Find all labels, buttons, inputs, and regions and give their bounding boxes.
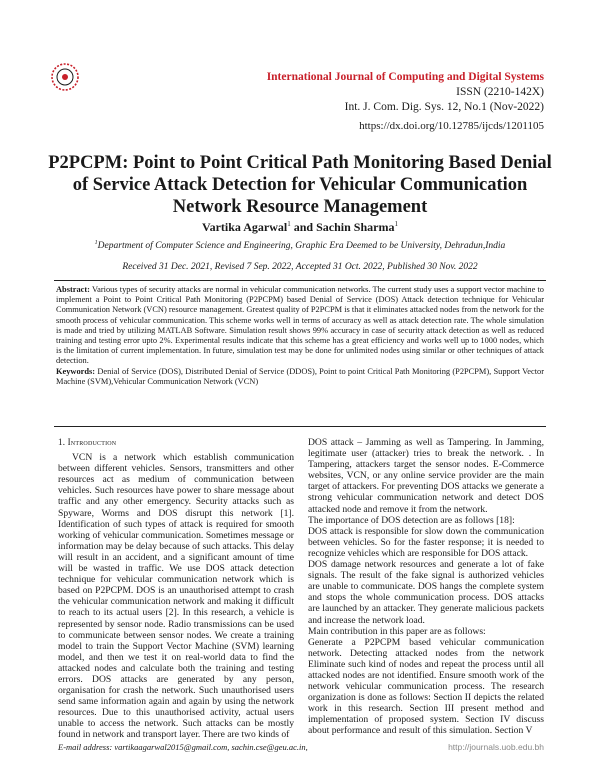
section-heading [58, 437, 294, 448]
abstract-bottom-rule [54, 426, 546, 427]
journal-header [267, 70, 544, 115]
journal-issn: ISSN (2210-142X) [456, 86, 544, 98]
keywords-label: Keywords: [56, 366, 96, 376]
affiliation [0, 240, 600, 251]
intro-paragraph-cont: DOS attack – Jamming as well as Tampering. In Jamming, legitimate user (attacker) tries to break the network. . In Tampering, attackers target the sensor nodes. E-Commerce websites, VCN, or any online service provider are the main target of attackers. For preventing DOS attacks we generate a strong vehicular communication network and detect DOS attacked node and remove it from the network. [308, 437, 544, 515]
author-1: Vartika Agarwal [202, 220, 288, 234]
author-2-affil-mark: 1 [394, 220, 398, 228]
contribution-intro: Main contribution in this paper are as follows: [308, 625, 486, 637]
abstract-top-rule [54, 280, 546, 281]
intro-paragraph: VCN is a network which establish communication between different vehicles. Sensors, transmitters and other resources act as medium of communication between vehicles. Such resources have power to share message about traffic and any other emergency. Security attacks such as Spyware, Worms and DOS disrupt this network [1]. Identification of such types of attack is required for smooth working of vehicular communication. Sometimes message or information may be delay because of such attacks. This delay will result in an accident, and a significant amount of time will be wasted in traffic. We use DOS attack detection technique for vehicular communication network which is based on P2PCPM. DOS is an unauthorised attempt to crash the vehicular communication network and making it difficult to reach to its actual users [2]. In this research, a vehicle is represented by sensor node. Radio transmissions can be used to communicate between sensor nodes. We create a training model to train the Support Vector Machine (SVM) learning model, and then we test it on real-world data to find the attacked nodes and calculate both the training and testing errors. DOS attacks are generated by any person, organisation for crash the network. Such unauthorised users send same information again and again by using the network resources. Due to this unauthorised activity, actual users unable to access the network. Such attacks can be mostly found in network and transport layer. There are two kinds of [58, 452, 294, 741]
importance-point-1: DOS attack is responsible for slow down the communication between vehicles. So for the faster response; it is needed to recognize vehicles which are responsible for DOS attack. [308, 525, 544, 559]
paper-title: P2PCPM: Point to Point Critical Path Monitoring Based Denial of Service Attack Detection for Vehicular Communication Network Resource Management [48, 153, 552, 217]
abstract-label: Abstract: [56, 285, 90, 294]
contribution-text: Generate a P2PCPM based vehicular communication network. Detecting attacked nodes from the network Eliminate such kind of nodes and repeat the process until all attacked nodes are not identified. Ensure smooth work of the network vehicular communication process. The research organization is done as follows: Section II depicts the related work in this research. Section III present method and implementation of proposed system. Section IV discuss about performance and result of this simulation. Section V [308, 636, 544, 737]
author-1-affil-mark: 1 [287, 220, 291, 228]
section-number: 1. [58, 437, 66, 447]
journal-name: International Journal of Computing and Digital Systems [266, 71, 544, 83]
doi-link[interactable]: https://dx.doi.org/10.12785/ijcds/1201105 [359, 120, 544, 132]
author-line [0, 220, 600, 235]
importance-intro: The importance of DOS detection are as follows [18]: [308, 514, 515, 526]
footer-url[interactable]: http://journals.uob.edu.bh [448, 742, 544, 752]
affiliation-text: Department of Computer Science and Engineering, Graphic Era Deemed to be University, Dehradun,India [97, 241, 506, 252]
publication-dates: Received 31 Dec. 2021, Revised 7 Sep. 2022, Accepted 31 Oct. 2022, Published 30 Nov. 2022 [122, 262, 478, 272]
section-title: Introduction [67, 437, 117, 447]
journal-logo [50, 62, 80, 92]
abstract-block [56, 285, 544, 387]
keywords-text: Denial of Service (DOS), Distributed Denial of Service (DDOS), Point to point Critical Path Monitoring (P2PCPM), Support Vector Machine (SVM),Vehicular Communication Network (VCN) [56, 366, 544, 386]
importance-point-2: DOS damage network resources and generate a lot of fake signals. The result of the fake signal is authorized vehicles are unable to communicate. DOS hangs the complete system and stops the whole communication process. DOS attacks are launched by an attacker. They generate malicious packets and increase the network load. [308, 559, 544, 626]
author-conjunction: and [293, 220, 314, 234]
abstract-text: Various types of security attacks are normal in vehicular communication networks. The current study uses a support vector machine to implement a Point to Point Critical Path Monitoring (P2PCPM) based Denial of Service (DOS) Attack detection technique for Vehicular Communication Network (VCN) resource management. Greatest quality of P2PCPM is that it eliminates attacked nodes from the network for the smooth process of vehicular communication. This scheme works well in terms of accuracy as well as attack detection rate. The whole simulation is made and tried by utilizing MATLAB Software. Simulation result shows 99% accuracy in case of security attack detection as well as reduced training and testing error upto 2%. Experimental results indicate that this scheme has a great efficiency and works well up to 1000 nodes, which is the limitation of current implementation. In future, simulation test may be done for unlimited nodes using similar or other techniques of attack detection. [56, 285, 544, 366]
column-right [308, 437, 544, 737]
affiliation-mark: 1 [94, 240, 98, 246]
author-2: Sachin Sharma [316, 220, 395, 234]
footer-email: E-mail address: vartikaagarwal2015@gmail.com, sachin.cse@geu.ac.in, [58, 742, 308, 752]
column-left [58, 437, 294, 741]
journal-citation: Int. J. Com. Dig. Sys. 12, No.1 (Nov-2022) [344, 101, 544, 113]
